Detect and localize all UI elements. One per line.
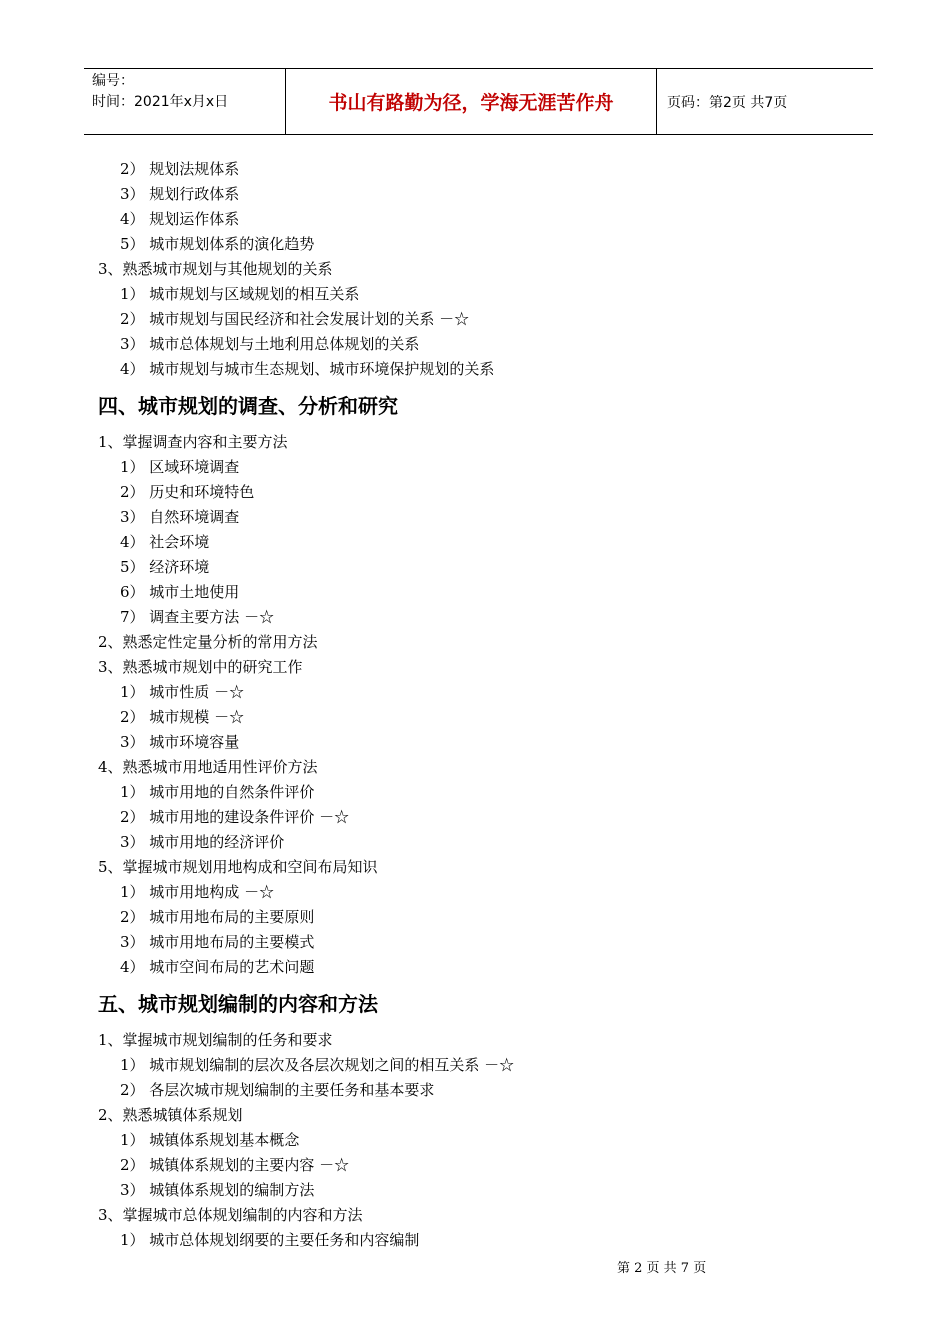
outline-subitem: 1） 城市规划编制的层次及各层次规划之间的相互关系 －☆ bbox=[120, 1056, 515, 1074]
outline-subitem: 3） 城市用地布局的主要模式 bbox=[120, 933, 315, 951]
outline-subitem: 2） 历史和环境特色 bbox=[120, 483, 255, 501]
document-number-label: 编号： bbox=[92, 73, 134, 89]
outline-subitem: 4） 规划运作体系 bbox=[120, 210, 240, 228]
outline-subitem: 3） 规划行政体系 bbox=[120, 185, 240, 203]
outline-subitem: 3） 城市用地的经济评价 bbox=[120, 833, 285, 851]
outline-subitem: 1） 城市性质 －☆ bbox=[120, 683, 245, 701]
header-page-number: 页码：第2页 共7页 bbox=[667, 94, 788, 111]
outline-subitem: 2） 规划法规体系 bbox=[120, 160, 240, 178]
outline-item: 5、掌握城市规划用地构成和空间布局知识 bbox=[98, 858, 378, 876]
outline-subitem: 5） 经济环境 bbox=[120, 558, 210, 576]
outline-subitem: 4） 城市空间布局的艺术问题 bbox=[120, 958, 315, 976]
outline-subitem: 4） 城市规划与城市生态规划、城市环境保护规划的关系 bbox=[120, 360, 495, 378]
section-heading: 五、城市规划编制的内容和方法 bbox=[98, 992, 378, 1016]
outline-item: 2、熟悉定性定量分析的常用方法 bbox=[98, 633, 318, 651]
outline-subitem: 1） 区域环境调查 bbox=[120, 458, 240, 476]
outline-item: 1、掌握城市规划编制的任务和要求 bbox=[98, 1031, 333, 1049]
outline-item: 2、熟悉城镇体系规划 bbox=[98, 1106, 243, 1124]
outline-subitem: 7） 调查主要方法 －☆ bbox=[120, 608, 275, 626]
outline-subitem: 2） 城镇体系规划的主要内容 －☆ bbox=[120, 1156, 350, 1174]
document-date: 时间：2021年x月x日 bbox=[92, 94, 229, 110]
outline-subitem: 2） 城市用地的建设条件评价 －☆ bbox=[120, 808, 350, 826]
outline-subitem: 5） 城市规划体系的演化趋势 bbox=[120, 235, 315, 253]
header-motto: 书山有路勤为径，学海无涯苦作舟 bbox=[285, 69, 657, 134]
outline-subitem: 1） 城市规划与区域规划的相互关系 bbox=[120, 285, 360, 303]
outline-subitem: 6） 城市土地使用 bbox=[120, 583, 240, 601]
outline-item: 3、掌握城市总体规划编制的内容和方法 bbox=[98, 1206, 363, 1224]
outline-subitem: 2） 城市用地布局的主要原则 bbox=[120, 908, 315, 926]
outline-subitem: 1） 城市用地构成 －☆ bbox=[120, 883, 275, 901]
outline-subitem: 4） 社会环境 bbox=[120, 533, 210, 551]
document-body bbox=[0, 157, 950, 1253]
outline-item: 3、熟悉城市规划与其他规划的关系 bbox=[98, 260, 333, 278]
outline-subitem: 2） 城市规模 －☆ bbox=[120, 708, 245, 726]
outline-item: 1、掌握调查内容和主要方法 bbox=[98, 433, 288, 451]
outline-subitem: 1） 城镇体系规划基本概念 bbox=[120, 1131, 300, 1149]
outline-subitem: 1） 城市用地的自然条件评价 bbox=[120, 783, 315, 801]
header-meta bbox=[84, 69, 285, 134]
outline-subitem: 3） 城镇体系规划的编制方法 bbox=[120, 1181, 315, 1199]
outline-subitem: 3） 自然环境调查 bbox=[120, 508, 240, 526]
outline-item: 3、熟悉城市规划中的研究工作 bbox=[98, 658, 303, 676]
page-header bbox=[84, 68, 873, 135]
section-heading: 四、城市规划的调查、分析和研究 bbox=[98, 394, 398, 418]
outline-item: 4、熟悉城市用地适用性评价方法 bbox=[98, 758, 318, 776]
outline-subitem: 2） 城市规划与国民经济和社会发展计划的关系 －☆ bbox=[120, 310, 470, 328]
page-footer: 第 2 页 共 7 页 bbox=[617, 1261, 707, 1276]
outline-subitem: 3） 城市环境容量 bbox=[120, 733, 240, 751]
outline-subitem: 3） 城市总体规划与土地利用总体规划的关系 bbox=[120, 335, 420, 353]
outline-subitem: 1） 城市总体规划纲要的主要任务和内容编制 bbox=[120, 1231, 420, 1249]
outline-subitem: 2） 各层次城市规划编制的主要任务和基本要求 bbox=[120, 1081, 435, 1099]
